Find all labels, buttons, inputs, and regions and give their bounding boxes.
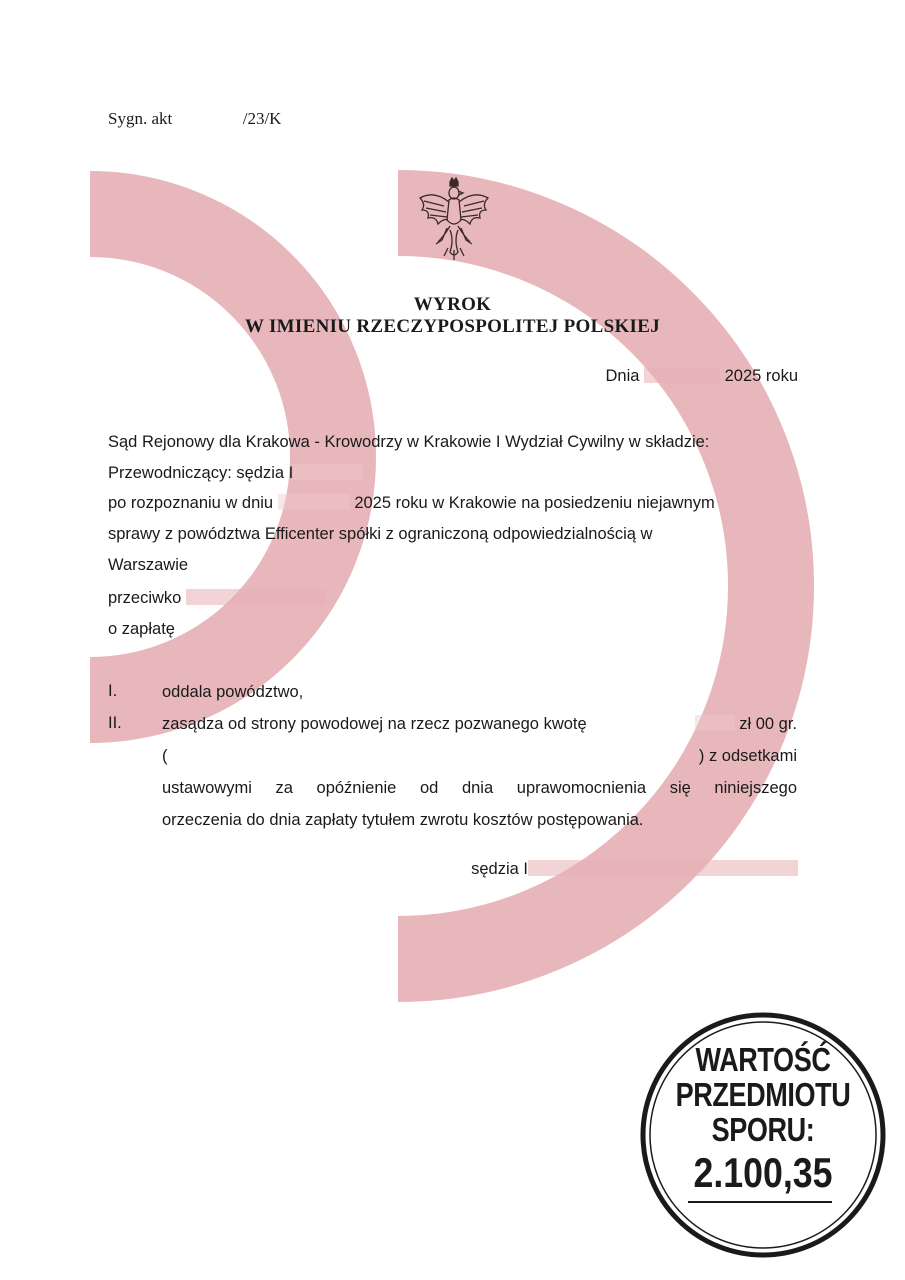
judge-prefix: sędzia I — [471, 860, 528, 878]
item-2-paren-close: ) z odsetkami — [698, 747, 797, 765]
redacted-judge-name — [293, 464, 363, 480]
plaintiff-line: sprawy z powództwa Efficenter spółki z ograniczoną odpowiedzialnością w — [108, 525, 653, 543]
court-line: Sąd Rejonowy dla Krakowa - Krowodrzy w Krakowie I Wydział Cywilny w składzie: — [108, 433, 710, 451]
redacted-amount-words — [174, 748, 693, 764]
item-2-text-e: orzeczenia do dnia zapłaty tytułem zwrotu kosztów postępowania. — [162, 811, 644, 829]
stamp-text — [638, 1042, 888, 1197]
stamp-line-2: PRZEDMIOTU — [675, 1076, 851, 1113]
judgment-date — [605, 367, 798, 386]
redacted-amount — [695, 715, 735, 731]
title-wyrok: WYROK — [413, 294, 492, 315]
date-prefix: Dnia — [605, 367, 640, 385]
item-number-2: II. — [108, 714, 122, 732]
redacted-hearing-date — [278, 494, 350, 510]
defendant-prefix: przeciwko — [108, 589, 182, 607]
item-number-1: I. — [108, 682, 118, 700]
date-suffix: 2025 roku — [724, 367, 798, 385]
redacted-case-number — [176, 110, 238, 126]
plaintiff-city-line: Warszawie — [108, 556, 189, 574]
judge-signature — [471, 860, 798, 879]
polish-eagle-emblem-icon — [414, 176, 494, 262]
item-2-text-b: zł 00 gr. — [739, 715, 797, 733]
redacted-defendant-name — [186, 589, 326, 605]
case-signature-suffix: /23/K — [242, 109, 282, 128]
hearing-suffix: 2025 roku w Krakowie na posiedzeniu niejawnym — [354, 494, 715, 512]
presiding-judge-prefix: Przewodniczący: sędzia I — [108, 464, 294, 482]
item-2-amount — [695, 708, 797, 740]
item-2-text-d: ustawowymi za opóźnienie od dnia uprawomocnienia się niniejszego — [162, 779, 797, 797]
item-text-1 — [162, 676, 797, 708]
hearing-prefix: po rozpoznaniu w dniu — [108, 494, 274, 512]
stamp-value: 2.100,35 — [693, 1149, 833, 1196]
case-signature-label: Sygn. akt — [108, 109, 173, 128]
presiding-judge-line — [108, 463, 363, 483]
redacted-judge-signature — [528, 860, 798, 876]
redacted-date — [644, 367, 720, 383]
item-2-line-a — [162, 708, 797, 740]
subject-line: o zapłatę — [108, 620, 175, 638]
stamp-line-1: WARTOŚĆ — [695, 1041, 831, 1078]
case-signature — [108, 109, 281, 129]
item-2-text-a: zasądza od strony powodowej na rzecz pozwanego kwotę — [162, 715, 587, 733]
judgment-title — [150, 294, 755, 338]
item-2-paren-open: ( — [162, 747, 168, 765]
item-text-2 — [162, 708, 797, 836]
item-2-line-b — [162, 740, 797, 772]
stamp-line-3: SPORU: — [711, 1111, 815, 1148]
item-1-body: oddala powództwo, — [162, 683, 304, 701]
hearing-date-line — [108, 493, 715, 513]
title-in-the-name: W IMIENIU RZECZYPOSPOLITEJ POLSKIEJ — [244, 316, 661, 337]
defendant-line — [108, 588, 326, 608]
